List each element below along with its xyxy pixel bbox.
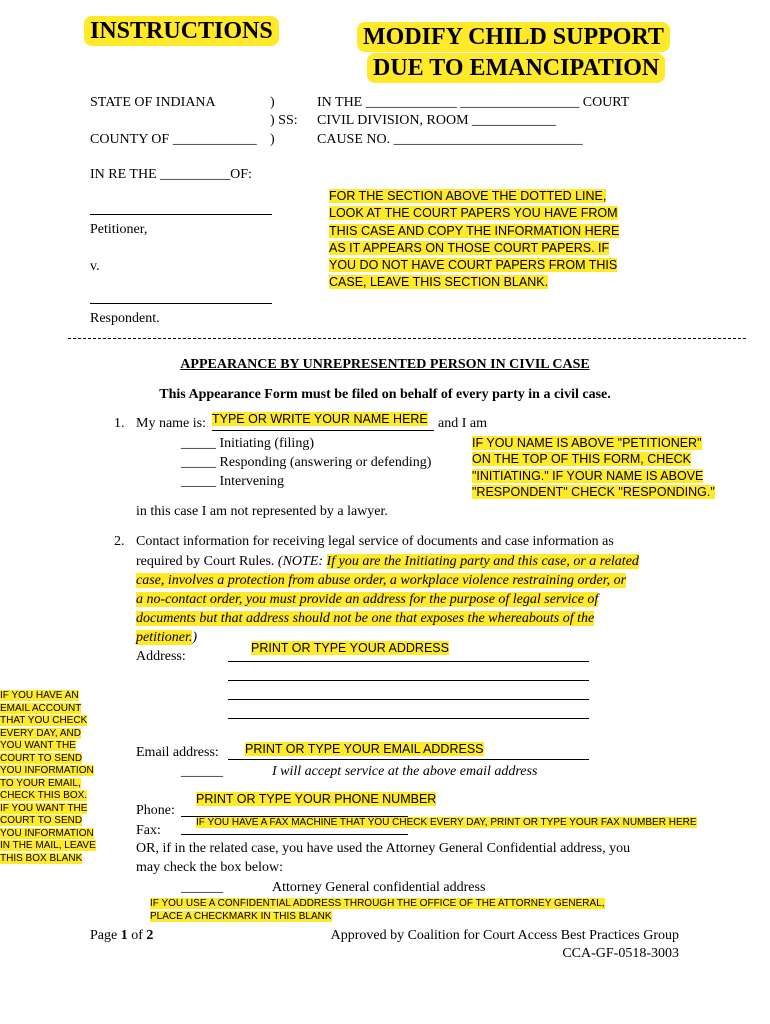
in-re-label: IN RE THE __________OF: [90, 167, 252, 182]
item2-number: 2. [114, 534, 125, 549]
page-number: Page 1 of 2 [90, 928, 154, 943]
option-intervening[interactable]: _____ Intervening [181, 474, 285, 489]
form-title-line2: DUE TO EMANCIPATION [367, 53, 665, 83]
fax-label: Fax: [136, 823, 161, 838]
option-initiating[interactable]: _____ Initiating (filing) [181, 436, 314, 451]
civil-division: CIVIL DIVISION, ROOM ____________ [317, 113, 557, 128]
appearance-heading: APPEARANCE BY UNREPRESENTED PERSON IN CIVIL CASE [180, 357, 590, 372]
county-label: COUNTY OF ____________ [90, 132, 257, 147]
item1-prefix: My name is: [136, 416, 206, 431]
confidential-checkbox[interactable]: ______ [181, 880, 223, 895]
address-line-1[interactable] [228, 661, 589, 662]
appearance-subheading: This Appearance Form must be filed on behalf of every party in a civil case. [159, 387, 611, 402]
item2-line1: Contact information for receiving legal service of documents and case information as [136, 534, 614, 549]
court-name: IN THE _____________ _________________ COURT [317, 95, 630, 110]
phone-label: Phone: [136, 803, 175, 818]
phone-note: PRINT OR TYPE YOUR PHONE NUMBER [196, 792, 437, 806]
approval-text: Approved by Coalition for Court Access Best Practices Group [330, 928, 679, 943]
email-label: Email address: [136, 745, 219, 760]
email-accept-text: I will accept service at the above email address [272, 764, 538, 779]
caption-paren-ss: ) SS: [270, 113, 298, 128]
role-note: IF YOU NAME IS ABOVE "PETITIONER" ON THE TOP OF THIS FORM, CHECK "INITIATING." IF YOUR NAME IS ABOVE "RESPONDENT" CHECK "RESPONDING." [472, 436, 715, 499]
item1-number: 1. [114, 416, 125, 431]
caption-paren: ) [270, 132, 275, 147]
confidential-text-line2: may check the box below: [136, 860, 283, 875]
name-input-line[interactable] [212, 430, 434, 431]
address-line-3[interactable] [228, 699, 589, 700]
confidential-note: IF YOU USE A CONFIDENTIAL ADDRESS THROUGH THE OFFICE OF THE ATTORNEY GENERAL, PLACE A CHECKMARK IN THIS BLANK [150, 898, 605, 922]
email-side-note: IF YOU HAVE AN EMAIL ACCOUNT THAT YOU CHECK EVERY DAY, AND YOU WANT THE COURT TO SEND YOU INFORMATION TO YOUR EMAIL, CHECK THIS BOX. IF YOU WANT THE COURT TO SEND YOU INFORMATION IN THE MAIL, LEAVE THIS BOX BLANK [0, 690, 96, 864]
caption-instruction-note: FOR THE SECTION ABOVE THE DOTTED LINE, LOOK AT THE COURT PAPERS YOU HAVE FROM THIS CASE AND COPY THE INFORMATION HERE AS IT APPEARS ON THOSE COURT PAPERS. IF YOU DO NOT HAVE COURT PAPERS FROM THIS CASE, LEAVE THIS SECTION BLANK. [329, 189, 620, 290]
address-line-2[interactable] [228, 680, 589, 681]
form-title-line1: MODIFY CHILD SUPPORT [357, 22, 670, 52]
fax-input-line[interactable] [181, 834, 408, 835]
petitioner-name-line[interactable] [90, 214, 272, 215]
address-line-4[interactable] [228, 718, 589, 719]
respondent-name-line[interactable] [90, 303, 272, 304]
item2-note-block: required by Court Rules. (NOTE: If you are the Initiating party and this case, or a related case, involves a protection from abuse order, a workplace violence restraining order, or a no-contact order, you must provide an address for the purpose of legal service of documents but that address should not be one that exposes the whereabouts of the petitioner.) [136, 554, 639, 645]
confidential-option: Attorney General confidential address [272, 880, 486, 895]
cause-number: CAUSE NO. ___________________________ [317, 132, 583, 147]
confidential-text-line1: OR, if in the related case, you have used the Attorney General Confidential address, you [136, 841, 631, 856]
dotted-separator [68, 338, 746, 339]
instructions-title: INSTRUCTIONS [84, 16, 279, 46]
address-note: PRINT OR TYPE YOUR ADDRESS [251, 641, 449, 655]
versus-label: v. [90, 259, 100, 274]
address-label: Address: [136, 649, 186, 664]
name-note: TYPE OR WRITE YOUR NAME HERE [212, 412, 428, 426]
petitioner-label: Petitioner, [90, 222, 148, 237]
state-label: STATE OF INDIANA [90, 95, 216, 110]
form-code: CCA-GF-0518-3003 [562, 946, 679, 961]
not-represented-text: in this case I am not represented by a lawyer. [136, 504, 388, 519]
option-responding[interactable]: _____ Responding (answering or defending) [181, 455, 432, 470]
item1-suffix: and I am [438, 416, 487, 431]
email-input-line[interactable] [228, 759, 589, 760]
caption-paren: ) [270, 95, 275, 110]
email-accept-checkbox[interactable]: ______ [181, 764, 223, 779]
fax-note: IF YOU HAVE A FAX MACHINE THAT YOU CHECK EVERY DAY, PRINT OR TYPE YOUR FAX NUMBER HERE [196, 817, 697, 828]
respondent-label: Respondent. [90, 311, 160, 326]
email-note: PRINT OR TYPE YOUR EMAIL ADDRESS [245, 742, 484, 756]
